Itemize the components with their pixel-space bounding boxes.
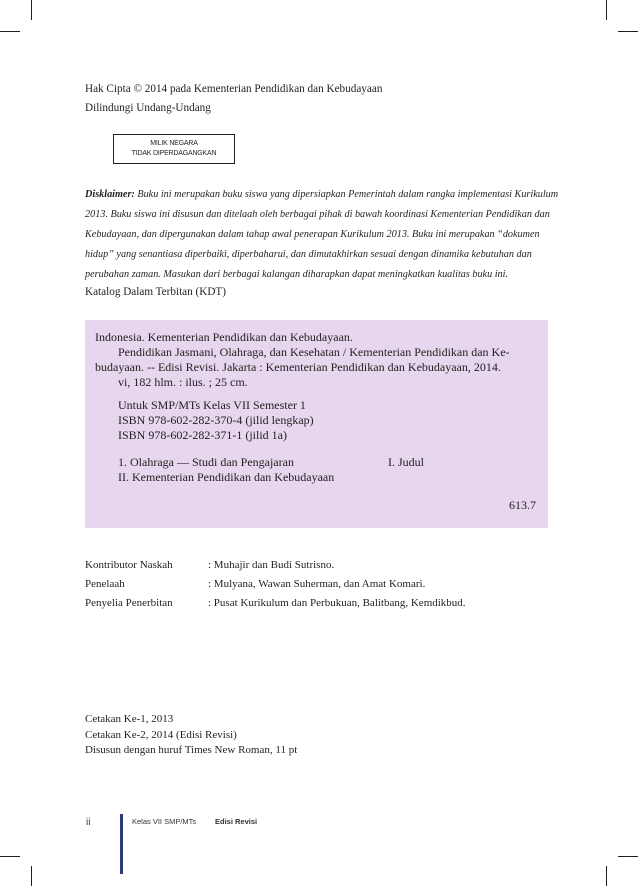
disclaimer-line-2: 2013. Buku siswa ini disusun dan ditelaah oleh berbagai pihak di bawah koordinasi Kementerian Pendidikan dan [85,209,550,220]
crop-mark [31,0,32,20]
crop-mark [618,31,638,32]
kdt-subject-2: II. Kementerian Pendidikan dan Kebudayaan [118,470,335,484]
print-edition-1: Cetakan Ke-1, 2013 [85,713,174,725]
credit-value: : Mulyana, Wawan Suherman, dan Amat Komari. [208,578,426,590]
kdt-isbn-2: ISBN 978-602-282-371-1 (jilid 1a) [118,428,287,442]
footer-accent-bar [120,814,123,874]
footer-book-title: Kelas VII SMP/MTs [132,817,197,826]
kdt-isbn-1: ISBN 978-602-282-370-4 (jilid lengkap) [118,413,314,427]
credit-label: Penelaah [85,578,125,590]
print-edition-2: Cetakan Ke-2, 2014 (Edisi Revisi) [85,728,237,741]
copyright-line: Hak Cipta © 2014 pada Kementerian Pendidikan dan Kebudayaan [85,83,383,95]
disclaimer-line-4: hidup” yang senantiasa diperbaiki, diperbaharui, dan dimutakhirkan sesuai dengan dinamika kebutuhan dan [85,249,532,260]
stamp-line-2: TIDAK DIPERDAGANGKAN [131,150,217,157]
credit-label: Kontributor Naskah [85,559,173,571]
credit-value: : Muhajir dan Budi Sutrisno. [208,559,335,571]
kdt-classification: 613.7 [509,498,536,512]
disclaimer-label: Disklaimer: [85,189,135,200]
crop-mark [31,866,32,886]
credit-label: Penyelia Penerbitan [85,597,173,609]
stamp-line-1: MILIK NEGARA [150,140,198,147]
page-number: ii [86,817,91,828]
credit-value: : Pusat Kurikulum dan Perbukuan, Balitbang, Kemdikbud. [208,597,466,609]
crop-mark [618,856,638,857]
kdt-heading: Katalog Dalam Terbitan (KDT) [85,286,226,298]
crop-mark [606,866,607,886]
crop-mark [0,31,20,32]
disclaimer-line-1: Disklaimer: Buku ini merupakan buku siswa yang dipersiapkan Pemerintah dalam rangka implementasi Kurikulum [85,189,559,200]
disclaimer [85,185,585,285]
disclaimer-line-5: perubahan zaman. Masukan dari berbagai kalangan diharapkan dapat meningkatkan kualitas buku ini. [85,269,509,280]
kdt-title-line-1: Pendidikan Jasmani, Olahraga, dan Kesehatan / Kementerian Pendidikan dan Ke- [118,345,510,359]
footer-edition: Edisi Revisi [215,817,258,826]
kdt-subject-1: 1. Olahraga — Studi dan Pengajaran [118,455,294,469]
kdt-subject-title: I. Judul [388,455,424,469]
protected-line: Dilindungi Undang-Undang [85,102,211,114]
kdt-author: Indonesia. Kementerian Pendidikan dan Kebudayaan. [95,330,353,344]
not-for-sale-stamp [113,134,235,164]
colophon [85,712,297,759]
kdt-title-line-2: budayaan. -- Edisi Revisi. Jakarta : Kementerian Pendidikan dan Kebudayaan, 2014. [95,360,501,374]
crop-mark [606,0,607,20]
font-note: Disusun dengan huruf Times New Roman, 11 pt [85,744,298,756]
kdt-physical: vi, 182 hlm. : ilus. ; 25 cm. [118,375,248,389]
disclaimer-line-3: Kebudayaan, dan dipergunakan dalam tahap awal penerapan Kurikulum 2013. Buku ini merupakan “dokumen [85,229,540,240]
kdt-audience: Untuk SMP/MTs Kelas VII Semester 1 [118,398,306,412]
kdt-catalog-box [85,320,548,528]
crop-mark [0,856,20,857]
